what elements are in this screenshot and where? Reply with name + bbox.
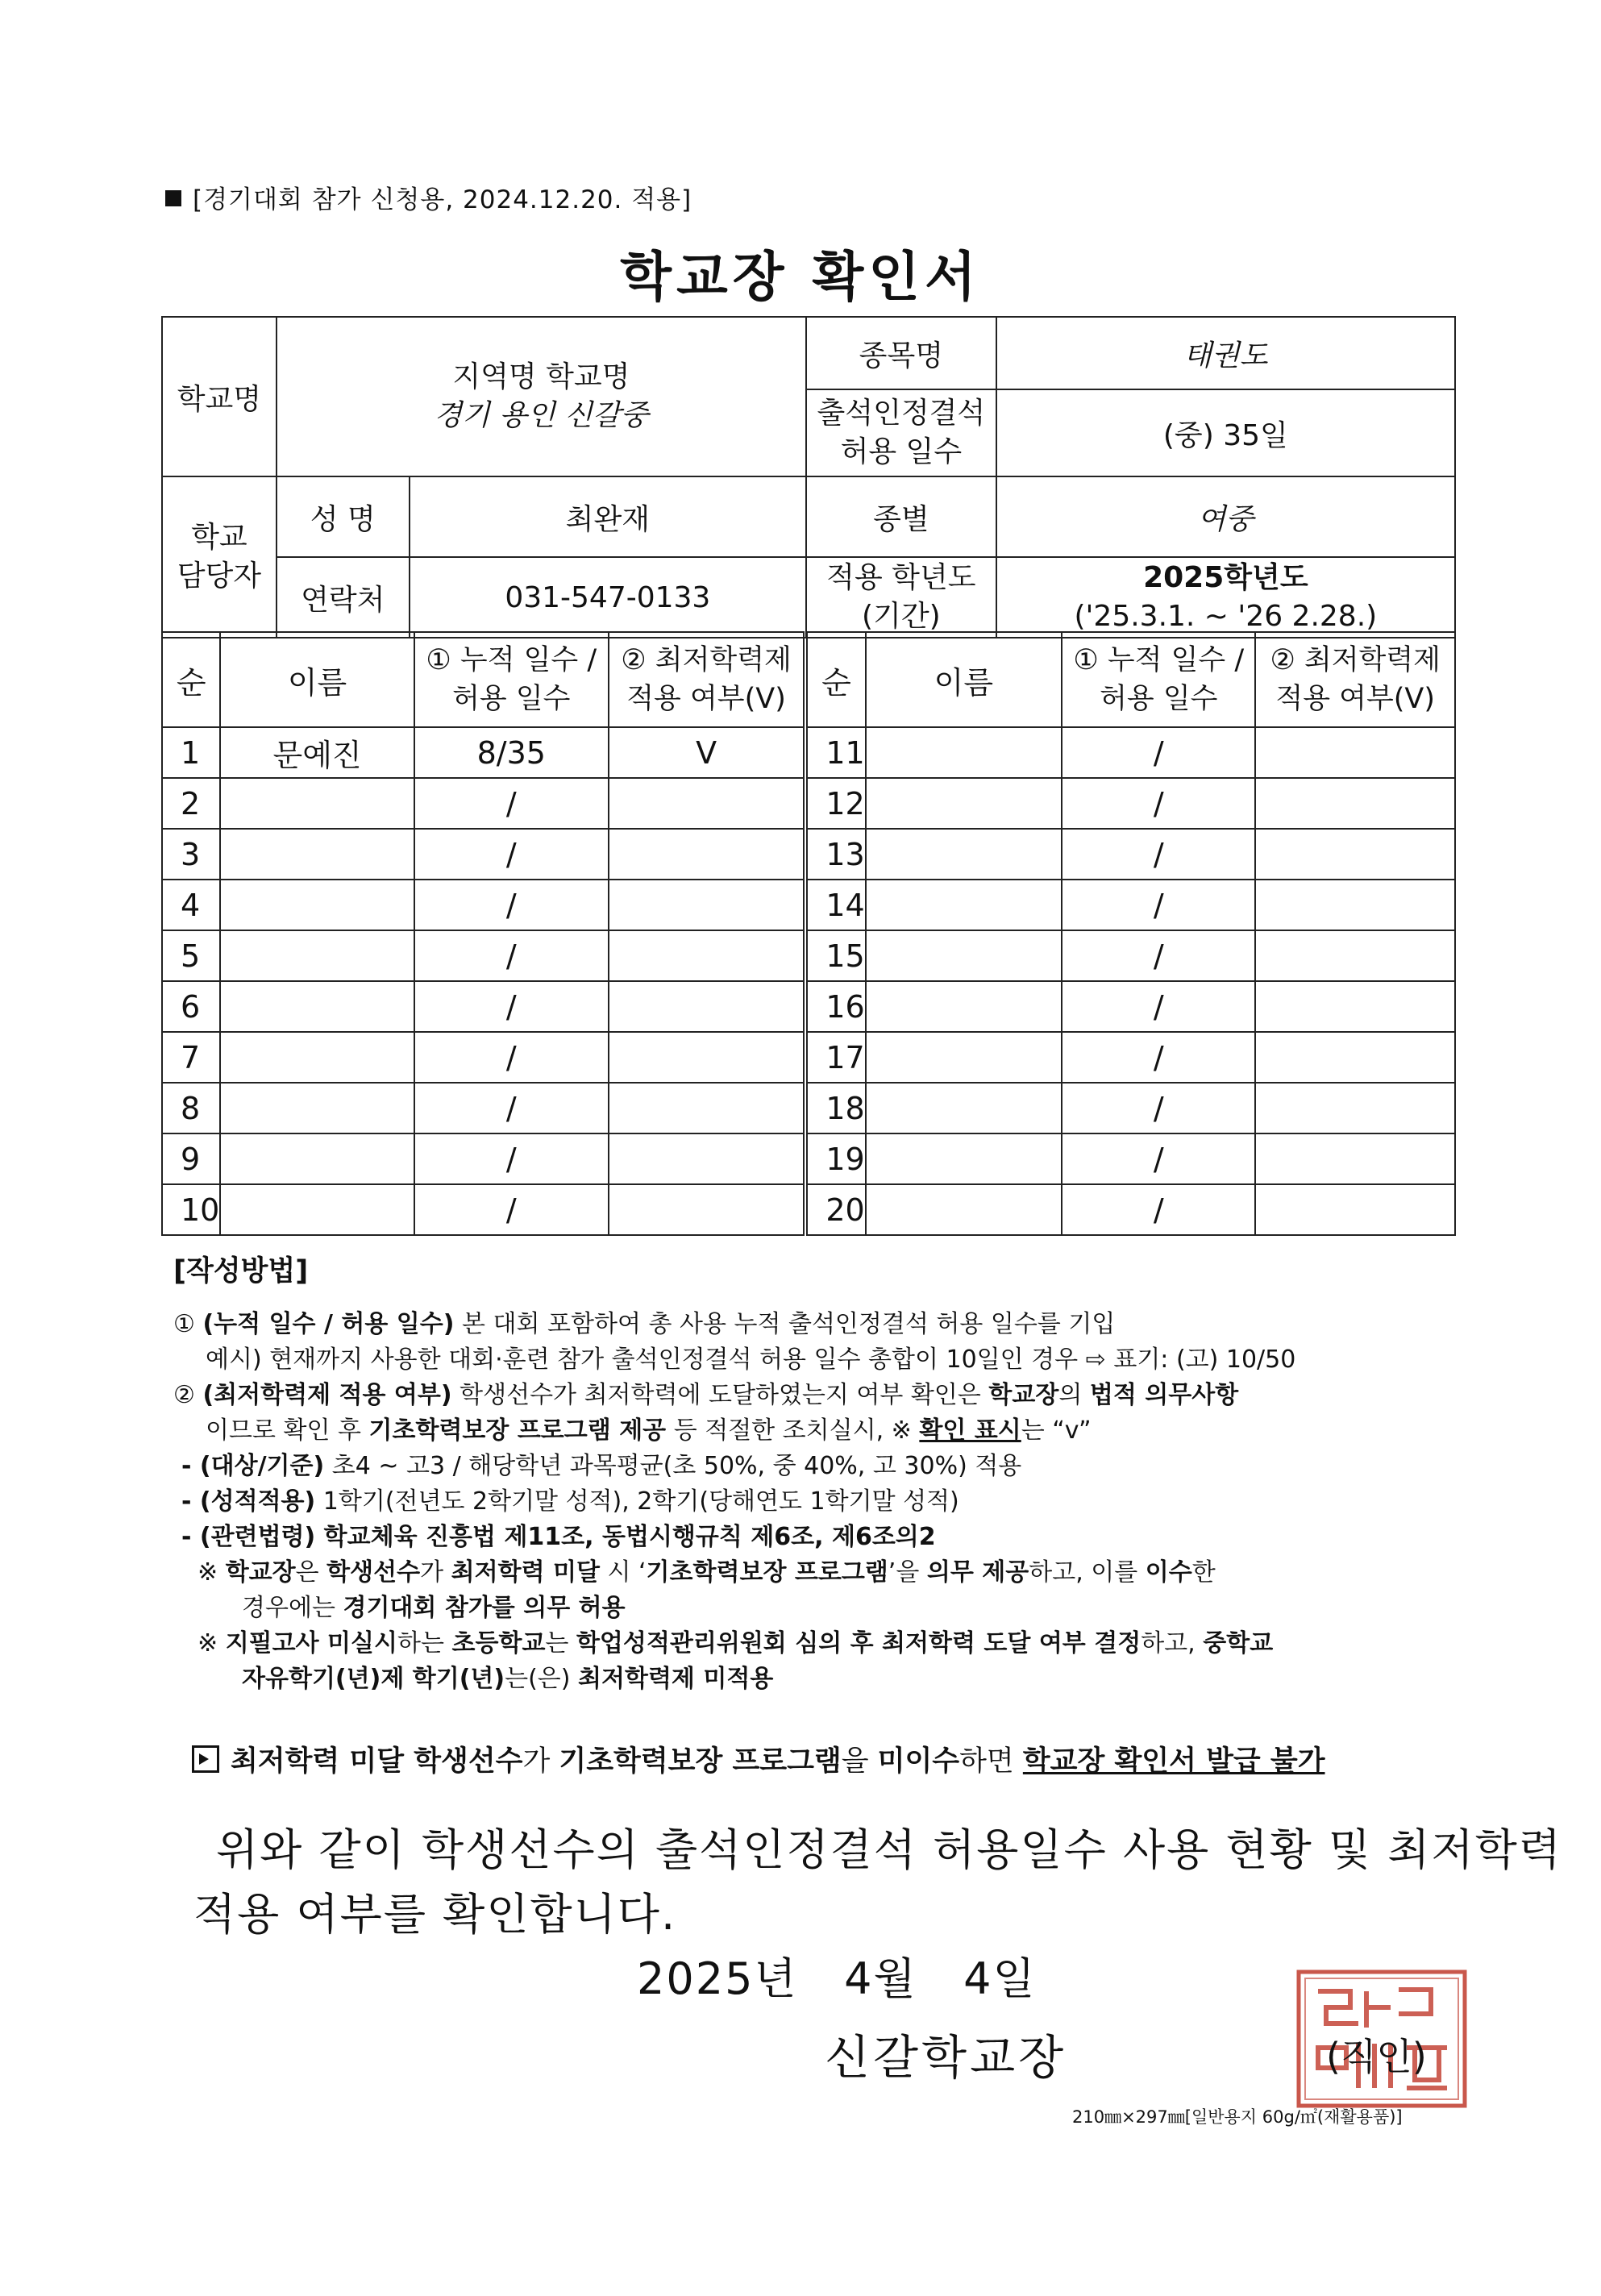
row-days: / — [1062, 1083, 1255, 1133]
document-title: 학교장 확인서 — [620, 246, 981, 308]
row-no: 4 — [162, 880, 220, 930]
row-days: / — [414, 829, 609, 880]
school-value: 경기 용인 신갈중 — [434, 399, 649, 432]
gender-label: 종별 — [806, 476, 996, 557]
row-days: / — [414, 1083, 609, 1133]
table-row — [162, 880, 1455, 930]
row-name — [220, 1133, 414, 1184]
row-name — [866, 981, 1062, 1032]
row-name — [220, 930, 414, 981]
row-check — [609, 981, 806, 1032]
period-value: ('25.3.1. ~ '26 2.28.) — [1074, 600, 1378, 633]
row-check — [609, 1184, 806, 1235]
row-check — [609, 880, 806, 930]
header-name-right: 이름 — [866, 632, 1062, 727]
row-check — [609, 1032, 806, 1083]
method-item-2-line2: 이므로 확인 후 기초학력보장 프로그램 제공 등 적절한 조치실시, ※ 확인 표시는 “v” — [206, 1416, 1092, 1445]
row-name — [866, 1184, 1062, 1235]
header-days-left: ① 누적 일수 / 허용 일수 — [414, 632, 609, 727]
writing-method-section — [173, 1254, 1455, 1697]
school-label: 학교명 — [162, 317, 277, 476]
row-name — [220, 1083, 414, 1133]
row-check — [1255, 930, 1455, 981]
row-days: / — [414, 1032, 609, 1083]
row-no: 12 — [805, 778, 865, 829]
row-no: 19 — [805, 1133, 865, 1184]
row-no: 18 — [805, 1083, 865, 1133]
table-row — [162, 829, 1455, 880]
method-ref-2: ※ 지필고사 미실시하는 초등학교는 학업성적관리위원회 심의 후 최저학력 도달 여부 결정하고, 중학교 — [198, 1629, 1274, 1658]
year-value-cell — [996, 557, 1455, 638]
row-name — [220, 1032, 414, 1083]
row-days: / — [1062, 880, 1255, 930]
method-item-2: ② (최저학력제 적용 여부) 학생선수가 최저학력에 도달하였는지 여부 확인은 학교장의 법적 의무사항 — [173, 1381, 1239, 1409]
table-row — [162, 1032, 1455, 1083]
row-no: 16 — [805, 981, 865, 1032]
table-row — [162, 930, 1455, 981]
row-no: 7 — [162, 1032, 220, 1083]
row-days: / — [1062, 829, 1255, 880]
row-days: / — [414, 1133, 609, 1184]
row-no: 15 — [805, 930, 865, 981]
row-name — [866, 930, 1062, 981]
row-days: / — [414, 930, 609, 981]
arrow-box-icon — [192, 1745, 219, 1773]
name-label: 성 명 — [277, 476, 410, 557]
header-min-left: ② 최저학력제 적용 여부(V) — [609, 632, 806, 727]
method-ref-1: ※ 학교장은 학생선수가 최저학력 미달 시 ‘기초학력보장 프로그램’을 의무 제공하고, 이를 이수한 — [198, 1558, 1216, 1587]
row-days: / — [1062, 1133, 1255, 1184]
row-check — [609, 930, 806, 981]
row-days: / — [1062, 930, 1255, 981]
row-days: / — [414, 981, 609, 1032]
row-check — [1255, 778, 1455, 829]
table-row — [162, 1083, 1455, 1133]
row-days: / — [414, 1184, 609, 1235]
method-ref-1-line2: 경우에는 경기대회 참가를 의무 허용 — [242, 1594, 626, 1622]
row-no: 17 — [805, 1032, 865, 1083]
table-row — [162, 1133, 1455, 1184]
allowed-days-label: 출석인정결석 허용 일수 — [806, 389, 996, 476]
header-note: [경기대회 참가 신청용, 2024.12.20. 적용] — [165, 179, 692, 215]
method-ref-2-line2: 자유학기(년)제 학기(년)는(은) 최저학력제 미적용 — [242, 1665, 774, 1693]
method-item-1-example: 예시) 현재까지 사용한 대회·훈련 참가 출석인정결석 허용 일수 총합이 10일인 경우 ⇨ 표기: (고) 10/50 — [206, 1346, 1296, 1374]
sport-label: 종목명 — [806, 317, 996, 389]
row-name — [866, 829, 1062, 880]
row-no: 3 — [162, 829, 220, 880]
table-row — [162, 727, 1455, 778]
table-row — [162, 778, 1455, 829]
row-name — [220, 778, 414, 829]
notice-line: 최저학력 미달 학생선수가 기초학력보장 프로그램을 미이수하면 학교장 확인서 발급 불가 — [192, 1739, 1325, 1779]
method-sub-1: - (대상/기준) 초4 ~ 고3 / 해당학년 과목평균(초 50%, 중 40%, 고 30%) 적용 — [181, 1452, 1022, 1480]
school-caption: 지역명 학교명 — [452, 360, 630, 393]
row-no: 14 — [805, 880, 865, 930]
row-check — [609, 1133, 806, 1184]
row-name: 문예진 — [220, 727, 414, 778]
row-name — [866, 880, 1062, 930]
row-check — [1255, 880, 1455, 930]
header-no-left: 순 — [162, 632, 220, 727]
contact-label: 연락처 — [277, 557, 410, 638]
paper-spec: 210㎜×297㎜[일반용지 60g/㎡(재활용품)] — [1072, 2107, 1403, 2127]
row-check — [609, 778, 806, 829]
contact-value: 031-547-0133 — [410, 557, 806, 638]
row-name — [866, 727, 1062, 778]
name-value: 최완재 — [410, 476, 806, 557]
row-check — [1255, 981, 1455, 1032]
square-bullet-icon — [165, 190, 181, 206]
row-no: 11 — [805, 727, 865, 778]
gender-value: 여중 — [996, 476, 1455, 557]
roster-header — [162, 632, 1455, 727]
issue-date: 2025년 4월 4일 — [637, 1953, 1037, 2004]
allowed-days-value: (중) 35일 — [996, 389, 1455, 476]
row-check — [1255, 1032, 1455, 1083]
row-name — [866, 778, 1062, 829]
school-cell — [277, 317, 806, 476]
method-item-1: ① (누적 일수 / 허용 일수) 본 대회 포함하여 총 사용 누적 출석인정결석 허용 일수를 기입 — [173, 1310, 1116, 1338]
row-check — [609, 829, 806, 880]
year-value: 2025학년도 — [1143, 561, 1308, 594]
row-name — [866, 1032, 1062, 1083]
row-check — [1255, 1133, 1455, 1184]
info-table — [161, 316, 1456, 638]
row-days: / — [414, 778, 609, 829]
row-no: 20 — [805, 1184, 865, 1235]
row-days: / — [1062, 1032, 1255, 1083]
row-no: 5 — [162, 930, 220, 981]
table-row — [162, 1184, 1455, 1235]
row-days: / — [414, 880, 609, 930]
header-name-left: 이름 — [220, 632, 414, 727]
method-heading: [작성방법] — [173, 1255, 309, 1287]
row-no: 8 — [162, 1083, 220, 1133]
row-check: V — [609, 727, 806, 778]
row-no: 1 — [162, 727, 220, 778]
header-min-right: ② 최저학력제 적용 여부(V) — [1255, 632, 1455, 727]
row-name — [220, 829, 414, 880]
row-check — [1255, 1083, 1455, 1133]
principal-name: 신갈학교장 — [825, 2030, 1067, 2085]
method-sub-2: - (성적적용) 1학기(전년도 2학기말 성적), 2학기(당해연도 1학기말 성적) — [181, 1487, 959, 1516]
row-name — [866, 1133, 1062, 1184]
row-check — [1255, 829, 1455, 880]
seal-mark-label: (직인) — [1326, 2035, 1427, 2078]
row-check — [1255, 727, 1455, 778]
row-no: 10 — [162, 1184, 220, 1235]
year-label: 적용 학년도 (기간) — [806, 557, 996, 638]
row-days: / — [1062, 778, 1255, 829]
row-days: / — [1062, 981, 1255, 1032]
row-check — [609, 1083, 806, 1133]
row-no: 9 — [162, 1133, 220, 1184]
row-name — [220, 1184, 414, 1235]
row-days: / — [1062, 1184, 1255, 1235]
row-days: / — [1062, 727, 1255, 778]
row-name — [866, 1083, 1062, 1133]
method-sub-3: - (관련법령) 학교체육 진흥법 제11조, 동법시행규칙 제6조, 제6조의2 — [181, 1523, 936, 1551]
row-no: 13 — [805, 829, 865, 880]
manager-label: 학교 담당자 — [162, 476, 277, 638]
header-days-right: ① 누적 일수 / 허용 일수 — [1062, 632, 1255, 727]
row-no: 6 — [162, 981, 220, 1032]
confirmation-statement: 위와 같이 학생선수의 출석인정결석 허용일수 사용 현황 및 최저학력 적용 여부를 확인합니다. — [193, 1824, 1562, 1940]
roster-table — [161, 631, 1456, 1236]
row-name — [220, 981, 414, 1032]
row-check — [1255, 1184, 1455, 1235]
table-row — [162, 981, 1455, 1032]
row-name — [220, 880, 414, 930]
header-no-right: 순 — [805, 632, 865, 727]
row-no: 2 — [162, 778, 220, 829]
sport-value: 태권도 — [996, 317, 1455, 389]
row-days: 8/35 — [414, 727, 609, 778]
